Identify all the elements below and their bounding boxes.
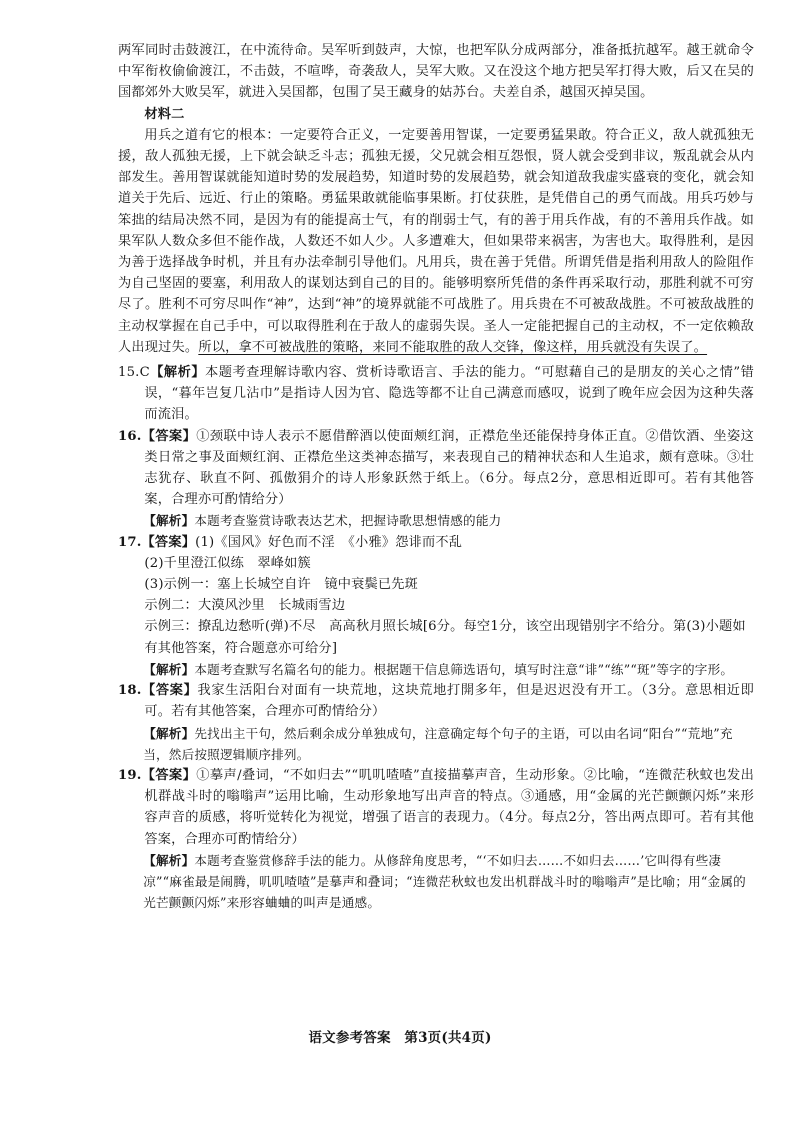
q17-analysis-tag: 【解析】 — [143, 661, 195, 677]
material1-paragraph: 两军同时击鼓渡江，在中流待命。吴军听到鼓声，大惊，也把军队分成两部分，准备抵抗越军。越王就命令中军衔枚偷偷渡江，不击鼓，不喧哗，奇袭敌人，吴军大败。又在没这个地方把吴军打得大败，后又在吴的国都郊外大败吴军，就进入吴国都，包围了吴王藏身的姑苏台。夫差自杀，越国灭掉吴国。 — [118, 43, 754, 101]
q19-answer — [118, 765, 754, 850]
q17-analysis-text: 本题考查默写名篇名句的能力。根据题干信息筛选语句，填写时注意“诽”“练”“斑”等字的字形。 — [194, 661, 734, 677]
q15-answer — [118, 362, 754, 426]
q18-answer-tag: 【答案】 — [141, 683, 198, 699]
q17-part1: (1)《国风》好色而不淫 《小雅》怨诽而不乱 — [195, 534, 463, 550]
q16-analysis-text: 本题考查鉴赏诗歌表达艺术，把握诗歌思想情感的能力 — [194, 513, 502, 529]
q17-answer — [118, 532, 754, 553]
q19-analysis-text: 本题考查鉴赏修辞手法的能力。从修辞角度思考，“‘不如归去……不如归去……’它叫得有些凄凉”“麻雀最是闹腾，叽叽喳喳”是摹声和叠词；“连微茫秋蚊也发出机群战斗时的嗡嗡声”是比喻；用“金属的光芒颤颤闪烁”来形容蛐蛐的叫声是通感。 — [143, 852, 746, 911]
material2-paragraph — [118, 125, 754, 358]
q16-answer — [118, 426, 754, 511]
material2-body: 用兵之道有它的根本：一定要符合正义，一定要善用智谋，一定要勇猛果敢。符合正义，敌人就孤独无援，敌人孤独无援，上下就会缺乏斗志；孤独无援，父兄就会相互怨恨，贤人就会受到非议，叛乱就会从内部发生。善用智谋就能知道时势的发展趋势，知道时势的发展趋势，就会知道敌我虚实盛衰的变化，就会知道关于先后、远近、行止的策略。勇猛果敢就能临事果断。打仗获胜，是凭借自己的勇气而战。用兵巧妙与笨拙的结局决然不同，是因为有的能提高士气，有的削弱士气，有的善于用兵作战，有的不善用兵作战。如果军队人数众多但不能作战，人数还不如人少。人多遭难大，但如果带来祸害，为害也大。取得胜利，是因为善于选择战争时机，并且有办法牵制引导他们。凡用兵，贵在善于凭借。所谓凭借是指利用敌人的险阻作为自己坚固的要塞，利用敌人的谋划达到自己的目的。能够明察所凭借的条件再采取行动，那胜利就不可穷尽了。胜利不可穷尽叫作“神”，达到“神”的境界就能不可战胜了。用兵贵在不可被敌战胜。不可被敌战胜的主动权掌握在自己手中，可以取得胜利在于敌人的虚弱失误。圣人一定能把握自己的主动权，不一定依赖敌人出现过失。 — [118, 127, 754, 355]
q19-analysis — [118, 850, 754, 914]
q18-answer-text: 我家生活阳台对面有一块荒地，这块荒地打開多年，但是迟迟没有开工。（3分。意思相近即可。若有其他答案，合理亦可酌情给分） — [144, 683, 754, 720]
q17-part2: (2)千里澄江似练 翠峰如簇 — [144, 555, 311, 571]
page-footer: 语文参考答案 第3页(共4页) — [308, 1030, 492, 1046]
q17-answer-tag: 【答案】 — [141, 534, 196, 550]
q16-number: 16. — [118, 428, 142, 444]
q15-number: 15.C — [118, 365, 150, 381]
q18-number: 18. — [118, 683, 142, 699]
q17-number: 17. — [118, 534, 142, 550]
q18-analysis-text: 先找出主干句，然后剩余成分单独成句，注意确定每个句子的主语，可以由名词“阳台”“荒地”充当，然后按照逻辑顺序排列。 — [143, 725, 733, 762]
q19-analysis-tag: 【解析】 — [143, 852, 195, 868]
q15-analysis-text: 本题考查理解诗歌内容、赏析诗歌语言、手法的能力。“可慰藉自己的是朋友的关心之情”错误，“暮年岂复几沾巾”是指诗人因为官、隐选等都不让自己满意而感叹，说到了晚年应会因为这种失落而流泪。 — [144, 365, 754, 423]
q16-analysis — [118, 510, 754, 531]
q17-example2: 示例二：大漠风沙里 长城雨雪边 — [144, 598, 346, 614]
q19-number: 19. — [118, 767, 142, 783]
q19-answer-text: ①摹声/叠词，“不如归去”“叽叽喳喳”直接描摹声音，生动形象。②比喻，“连微茫秋蚊也发出机群战斗时的嗡嗡声”运用比喻，生动形象地写出声音的特点。③通感，用“金属的光芒颤颤闪烁”来形容声音的质感，将听觉转化为视觉，增强了语言的表现力。（4分。每点2分，答出两点即可。若有其他答案，合理亦可酌情给分） — [144, 767, 754, 847]
q16-answer-tag: 【答案】 — [141, 428, 197, 444]
q16-answer-text: ①颈联中诗人表示不愿借醉酒以使面颊红润，正襟危坐还能保持身体正直。②借饮酒、坐姿这类日常之事及面颊红润、正襟危坐这类神态描写，来表现自己的精神状态和人生追求，颇有意味。③壮志犹存、耿直不阿、孤傲狷介的诗人形象跃然于纸上。（6分。每点2分，意思相近即可。若有其他答案，合理亦可酌情给分） — [144, 428, 754, 508]
q19-answer-tag: 【答案】 — [141, 767, 197, 783]
q18-analysis-tag: 【解析】 — [143, 725, 195, 741]
q18-analysis — [118, 723, 754, 765]
q15-analysis-tag: 【解析】 — [149, 365, 206, 381]
q18-answer — [118, 680, 754, 722]
q17-example3: 示例三：撩乱边愁听(弹)不尽 高高秋月照长城[6分。每空1分，该空出现错别字不给分。第(3)小题如有其他答案，符合题意亦可给分] — [144, 619, 746, 656]
material2-underlined-sentence: 所以，拿不可被战胜的策略，来同不能取胜的敌人交锋，像这样，用兵就没有失误了。 — [198, 339, 708, 355]
material2-title: 材料二 — [144, 106, 185, 122]
q17-analysis — [118, 659, 754, 680]
q17-part3: (3)示例一：塞上长城空自许 镜中衰鬓已先斑 — [144, 577, 419, 593]
q16-analysis-tag: 【解析】 — [143, 513, 195, 529]
